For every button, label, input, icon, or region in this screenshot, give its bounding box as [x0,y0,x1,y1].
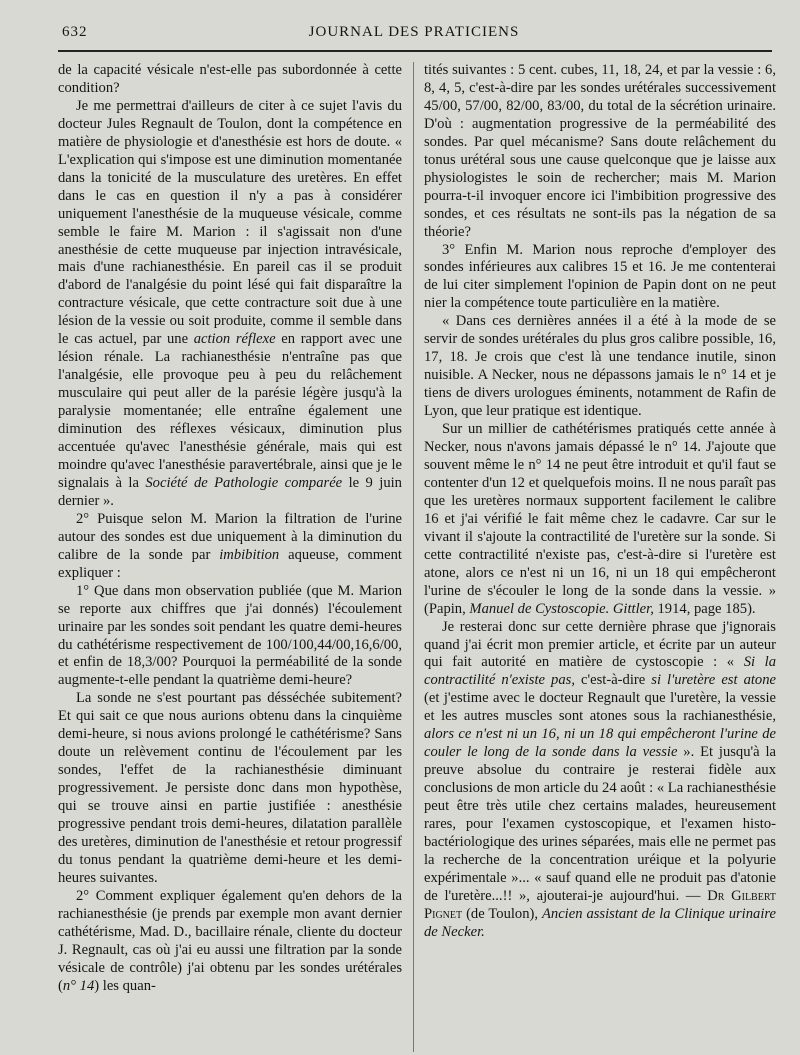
paragraph: 2° Comment expliquer également qu'en dehors de la rachianesthésie (je prends par exemple mon avant dernier cathétérisme, Mad. D., bacillaire rénale, cliente du docteur J. Regnault, cas où j'ai eu aussi une filtration par la sonde vésicale de contrôle) j'ai obtenu par les sondes urétérales (n° 14) les quan- [58,887,402,994]
italic-text: imbibition [219,546,280,563]
header-rule [58,50,772,52]
author-name: Dr Gilbert Pignet [424,887,777,922]
left-column [58,62,402,996]
paragraph: 3° Enfin M. Marion nous reproche d'employer des sondes inférieures aux calibres 15 et 16. Je me contenterai de lui citer simplement l'opinion de Papin dont on ne peut nier la compétence toute particulière en la matière. [424,241,776,312]
italic-text: n° 14 [62,977,95,994]
paragraph: de la capacité vésicale n'est-elle pas subordonnée à cette condition? [58,62,402,96]
journal-title: JOURNAL DES PRATICIENS [308,24,520,40]
italic-text: Manuel de Cystoscopie. Gittler, [469,600,654,617]
paragraph: « Dans ces dernières années il a été à la mode de se servir de sondes urétérales du plus gros calibre possible, 16, 17, 18. Je crois que c'est là une tendance inutile, sinon nuisible. A Necker, nous ne dépassons jamais le n° 14 et je tiens de divers urologues éminents, notamment de Rafin de Lyon, que leur pratique est identique. [424,313,776,420]
italic-text: Si la contractilité n'existe pas, [424,654,776,689]
italic-text: alors ce n'est ni un 16, ni un 18 qui empêcheront l'urine de couler le long de la sonde dans la vessie [424,726,776,761]
paragraph: La sonde ne s'est pourtant pas désséchée subitement? Et qui sait ce que nous aurions obtenu dans la cinquième demi-heure, si nous avions prolongé le cathétérisme? Sans doute un relèvement continu de l'écoulement par les sondes, l'effet de la rachianesthésie diminuant progressivement. Je persiste donc dans mon hypothèse, qui se trouve ainsi en partie justifiée : anesthésie progressive pendant trois demi-heures, dilatation parallèle des uretères, diminution de l'anesthésie et retour progressif du tonus pendant la quatrième demi-heure et les demi-heures suivantes. [58,690,402,886]
column-divider [413,62,414,1052]
page-number: 632 [62,24,88,40]
page-header [58,20,770,50]
italic-text: si l'uretère est atone [651,672,776,689]
paragraph: Sur un millier de cathétérismes pratiqués cette année à Necker, nous n'avons jamais dépassé le n° 14. J'ajoute que souvent même le n° 14 ne peut être introduit et qu'il faut se contenter d'un 12 et quelquefois moins. Il ne nous paraît pas que les uretères normaux supportent facilement le calibre 16 et j'ai vérifié le fait même chez le cadavre. Car sur le vivant il s'ajoute la contractilité de l'uretère sur la sonde. Si cette contractilité n'existe pas, c'est-à-dire si l'uretère est atone, alors ce n'est ni un 16, ni un 18 qui empêcheront l'urine de s'écouler le long de la sonde dans la vessie. » (Papin, Manuel de Cystoscopie. Gittler, 1914, page 185). [424,421,776,617]
paragraph: 1° Que dans mon observation publiée (que M. Marion se reporte aux chiffres que j'ai donnés) l'écoulement urinaire par les sondes soit pendant les quatre demi-heures du cathétérisme respectivement de 100/100,44/00,16,6/00, et enfin de 18,3/00? Pourquoi la perméabilité de la sonde augmente-t-elle pendant la quatrième demi-heure? [58,582,402,689]
right-column [424,62,776,942]
author-affiliation: Ancien assistant de la Clinique urinaire de Necker. [424,905,776,940]
paragraph: Je me permettrai d'ailleurs de citer à ce sujet l'avis du docteur Jules Regnault de Toulon, dont la compétence en matière de physiologie et d'anesthésie est hors de doute. « L'explication qui s'impose est une diminution momentanée dans la tonicité de la musculature des uretères. En effet dans le cas en question il n'y a pas à considérer uniquement l'anesthésie de la muqueuse vésicale, comme semble le faire M. Marion : il s'agissait non d'une anesthésie de cette muqueuse par injection intravésicale, mais d'une rachianesthésie. En pareil cas il se produit d'abord de l'analgésie du point lésé qui fait disparaître la contracture vésicale, que cette contracture soit due à une lésion de la vessie ou soit produite, comme il semble dans le cas actuel, par une action réflexe en rapport avec une lésion rénale. La rachianesthésie n'entraîne pas que l'analgésie, elle provoque peu à peu du relâchement musculaire qui peut aller de la parésie légère jusqu'à la paralysie momentanée; elle entraîne également une diminution des réflexes vésicaux, diminution plus accentuée qu'avec l'anesthésie générale, mais qui est moindre qu'avec l'anesthésie paravertébrale, ainsi que je le signalais à la Société de Pathologie comparée le 9 juin dernier ». [58,97,402,509]
paragraph: tités suivantes : 5 cent. cubes, 11, 18, 24, et par la vessie : 6, 8, 4, 5, c'est-à-dire par les sondes urétérales successivement 45/00, 57/00, 82/00, 83/00, du total de la sécrétion urinaire. D'où : augmentation progressive de la perméabilité des sondes. Par quel mécanisme? Sans doute relâchement du tonus urétéral sous une cause quelconque que je laisse aux physiologistes le soin de rechercher; mais M. Marion pourra-t-il invoquer encore ici l'imbibition progressive des sondes, et ces résultats ne sont-ils pas la négation de sa théorie? [424,62,776,240]
italic-text: Société de Pathologie comparée [145,474,343,491]
paragraph: Je resterai donc sur cette dernière phrase que j'ignorais quand j'ai écrit mon premier article, et écrite par un auteur qui fait autorité en matière de cystoscopie : « Si la contractilité n'existe pas, c'est-à-dire si l'uretère est atone (et j'estime avec le docteur Regnault que l'uretère, la vessie et les autres muscles sont atones sous la rachianesthésie, alors ce n'est ni un 16, ni un 18 qui empêcheront l'urine de couler le long de la sonde dans la vessie ». Et jusqu'à la preuve absolue du contraire je resterai fidèle aux conclusions de mon article du 24 août : « La rachianesthésie peut être très utile chez certains malades, heureusement rares, pour l'examen cystoscopique, et l'examen histo-bactériologique des urines séparées, mais elle ne permet pas la recherche de la concentration uréique et la polyurie expérimentale »... « sauf quand elle ne produit pas d'atonie de l'uretère...!! », ajouterai-je aujourd'hui. — Dr Gilbert Pignet (de Toulon), Ancien assistant de la Clinique urinaire de Necker. [424,618,777,940]
italic-text: action réflexe [193,331,276,348]
paragraph: 2° Puisque selon M. Marion la filtration de l'urine autour des sondes est due uniquement à la diminution du calibre de la sonde par imbibition aqueuse, comment expliquer : [58,510,402,581]
